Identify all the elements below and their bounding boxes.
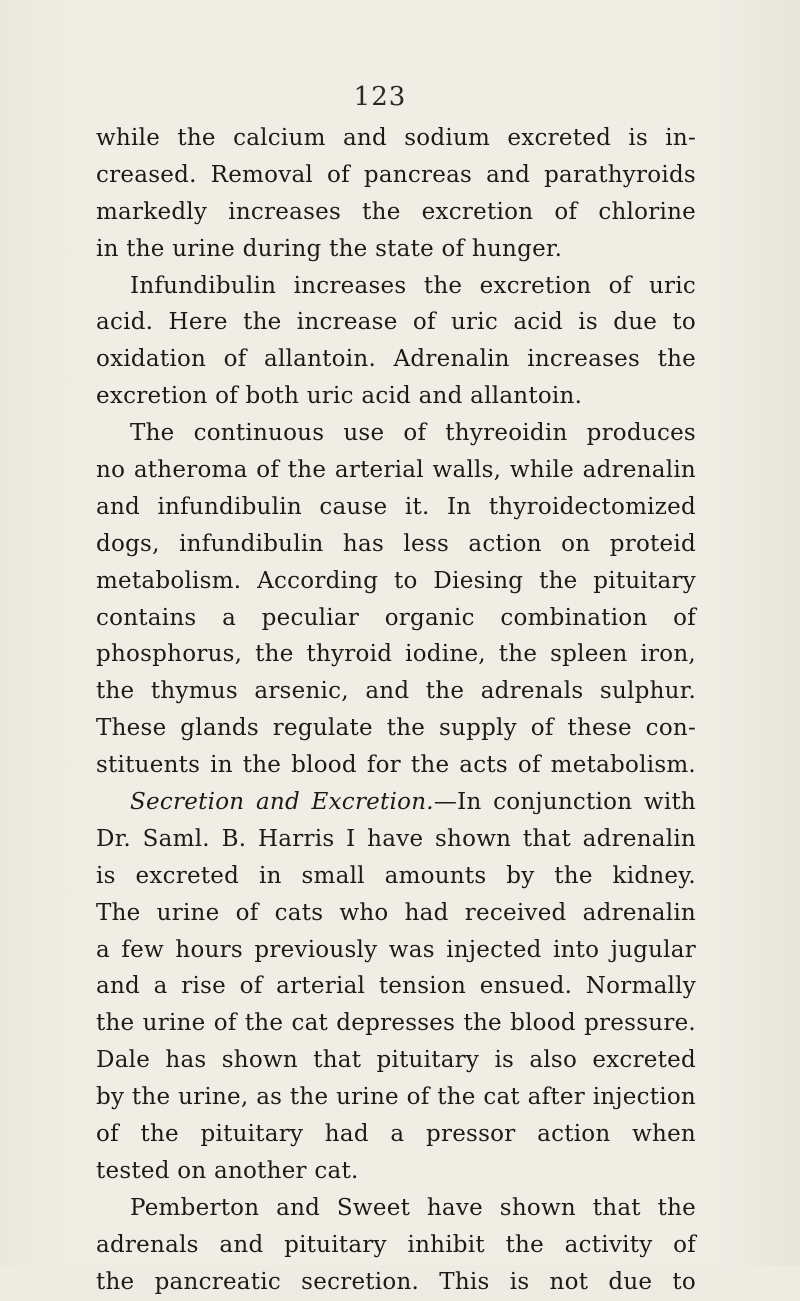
text-line: markedly increases the excretion of chlorine — [96, 198, 696, 225]
text-line: while the calcium and sodium excreted is in- — [96, 125, 696, 151]
section-heading-continuation: —In conjunction with — [433, 789, 696, 816]
text-line: in the urine during the state of hunger. — [96, 235, 563, 262]
text-line: These glands regulate the supply of these con- — [96, 715, 696, 742]
text-line: metabolism. According to Diesing the pituitary — [96, 567, 696, 594]
body-text — [96, 120, 696, 1301]
text-line: excretion of both uric acid and allantoin. — [96, 383, 583, 410]
text-line: oxidation of allantoin. Adrenalin increases the — [96, 346, 696, 373]
page-number: 123 — [353, 82, 407, 112]
text-line: Dr. Saml. B. Harris I have shown that adrenalin — [96, 825, 696, 852]
text-line: Infundibulin increases the excretion of uric — [130, 272, 696, 299]
text-line: phosphorus, the thyroid iodine, the spleen iron, — [96, 641, 696, 668]
text-line: and a rise of arterial tension ensued. Normally — [96, 973, 696, 1000]
text-line: stituents in the blood for the acts of metabolism. — [96, 752, 696, 779]
text-line: and infundibulin cause it. In thyroidectomized — [96, 493, 696, 520]
text-line: the urine of the cat depresses the blood pressure. — [96, 1010, 696, 1037]
section-heading-line — [96, 784, 696, 821]
text-line: Pemberton and Sweet have shown that the — [130, 1194, 696, 1221]
text-line: adrenals and pituitary inhibit the activity of — [96, 1231, 696, 1258]
text-line: is excreted in small amounts by the kidney. — [96, 862, 696, 889]
text-line: dogs, infundibulin has less action on proteid — [96, 530, 696, 557]
text-line: Dale has shown that pituitary is also excreted — [96, 1047, 696, 1074]
text-line: of the pituitary had a pressor action when — [96, 1121, 696, 1148]
text-line: The urine of cats who had received adrenalin — [96, 899, 696, 926]
section-heading: Secretion and Excretion. — [130, 789, 434, 816]
text-line: the pancreatic secretion. This is not due to — [96, 1268, 696, 1295]
text-line: by the urine, as the urine of the cat after injection — [96, 1084, 696, 1111]
text-line: the thymus arsenic, and the adrenals sulphur. — [96, 678, 696, 705]
text-line: no atheroma of the arterial walls, while adrenalin — [96, 457, 696, 484]
text-line: The continuous use of thyreoidin produces — [130, 420, 696, 447]
text-line: creased. Removal of pancreas and parathyroids — [96, 161, 696, 188]
text-line: tested on another cat. — [96, 1157, 359, 1184]
text-line: contains a peculiar organic combination of — [96, 604, 696, 631]
text-line: a few hours previously was injected into jugular — [96, 936, 696, 963]
text-line: acid. Here the increase of uric acid is due to — [96, 309, 696, 336]
